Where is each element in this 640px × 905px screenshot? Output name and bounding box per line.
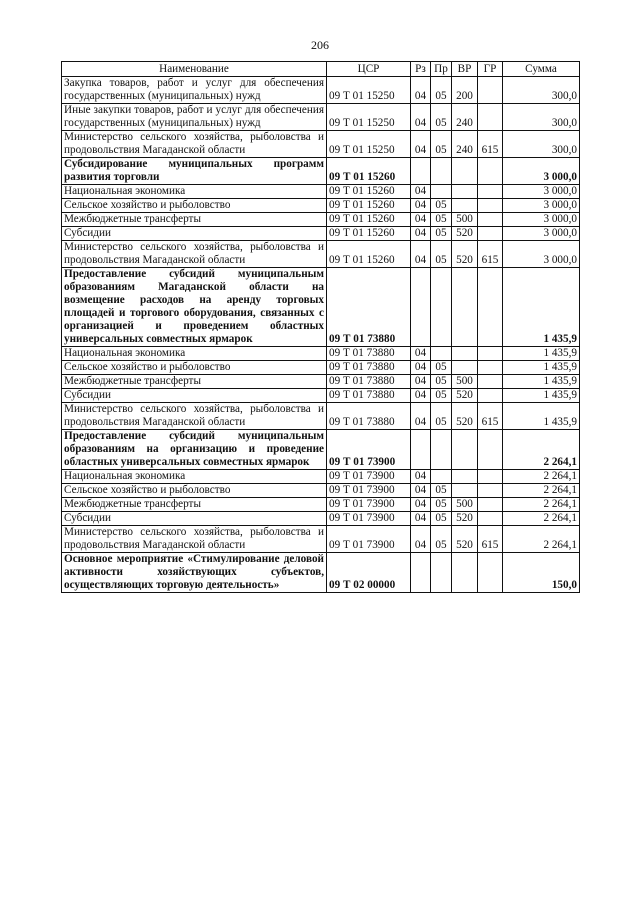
table-row — [62, 77, 580, 104]
row-name-cell: Министерство сельского хозяйства, рыболовства и продовольствия Магаданской области — [62, 403, 327, 430]
row-rz-cell: 04 — [411, 131, 431, 158]
row-rz-cell: 04 — [411, 375, 431, 389]
row-pr-cell: 05 — [431, 131, 452, 158]
row-sum-cell: 2 264,1 — [503, 526, 580, 553]
row-vr-cell — [452, 158, 478, 185]
table-row — [62, 403, 580, 430]
row-csr-cell: 09 Т 02 00000 — [327, 553, 411, 593]
row-rz-cell: 04 — [411, 199, 431, 213]
row-pr-cell — [431, 430, 452, 470]
row-name-cell: Национальная экономика — [62, 347, 327, 361]
row-gr-cell — [478, 361, 503, 375]
row-sum-cell: 150,0 — [503, 553, 580, 593]
row-sum-cell: 1 435,9 — [503, 268, 580, 347]
row-gr-cell — [478, 268, 503, 347]
row-pr-cell — [431, 158, 452, 185]
row-sum-cell: 2 264,1 — [503, 512, 580, 526]
row-vr-cell — [452, 268, 478, 347]
row-vr-cell: 240 — [452, 104, 478, 131]
row-gr-cell — [478, 158, 503, 185]
table-row — [62, 268, 580, 347]
row-gr-cell — [478, 470, 503, 484]
row-name-cell: Министерство сельского хозяйства, рыболовства и продовольствия Магаданской области — [62, 526, 327, 553]
row-csr-cell: 09 Т 01 15250 — [327, 77, 411, 104]
row-vr-cell: 500 — [452, 375, 478, 389]
row-csr-cell: 09 Т 01 73880 — [327, 347, 411, 361]
row-csr-cell: 09 Т 01 73880 — [327, 389, 411, 403]
row-pr-cell: 05 — [431, 375, 452, 389]
row-gr-cell — [478, 498, 503, 512]
row-name-cell: Иные закупки товаров, работ и услуг для обеспечения государственных (муниципальных) нужд — [62, 104, 327, 131]
row-pr-cell: 05 — [431, 403, 452, 430]
row-name-cell: Сельское хозяйство и рыболовство — [62, 199, 327, 213]
row-csr-cell: 09 Т 01 73880 — [327, 403, 411, 430]
row-rz-cell — [411, 430, 431, 470]
row-gr-cell — [478, 185, 503, 199]
header-row — [62, 62, 580, 77]
row-name-cell: Национальная экономика — [62, 185, 327, 199]
row-sum-cell: 300,0 — [503, 77, 580, 104]
table-row — [62, 347, 580, 361]
row-vr-cell — [452, 347, 478, 361]
col-header-vr: ВР — [452, 62, 478, 77]
table-row — [62, 185, 580, 199]
row-rz-cell: 04 — [411, 213, 431, 227]
row-rz-cell — [411, 268, 431, 347]
row-sum-cell: 3 000,0 — [503, 158, 580, 185]
row-name-cell: Субсидирование муниципальных программ развития торговли — [62, 158, 327, 185]
row-vr-cell: 520 — [452, 227, 478, 241]
row-rz-cell: 04 — [411, 512, 431, 526]
row-pr-cell — [431, 268, 452, 347]
row-csr-cell: 09 Т 01 73900 — [327, 498, 411, 512]
table-row — [62, 199, 580, 213]
row-vr-cell — [452, 484, 478, 498]
row-name-cell: Субсидии — [62, 389, 327, 403]
row-csr-cell: 09 Т 01 73900 — [327, 526, 411, 553]
row-vr-cell: 520 — [452, 389, 478, 403]
budget-table — [61, 61, 580, 593]
row-pr-cell: 05 — [431, 526, 452, 553]
row-csr-cell: 09 Т 01 15250 — [327, 104, 411, 131]
row-vr-cell — [452, 185, 478, 199]
row-sum-cell: 1 435,9 — [503, 403, 580, 430]
row-sum-cell: 300,0 — [503, 131, 580, 158]
row-vr-cell: 520 — [452, 403, 478, 430]
row-name-cell: Министерство сельского хозяйства, рыболовства и продовольствия Магаданской области — [62, 241, 327, 268]
row-pr-cell — [431, 185, 452, 199]
row-rz-cell: 04 — [411, 241, 431, 268]
row-rz-cell: 04 — [411, 403, 431, 430]
row-pr-cell: 05 — [431, 484, 452, 498]
table-row — [62, 375, 580, 389]
row-gr-cell — [478, 430, 503, 470]
row-sum-cell: 300,0 — [503, 104, 580, 131]
row-vr-cell — [452, 430, 478, 470]
row-name-cell: Предоставление субсидий муниципальным образованиям на организацию и проведение областных универсальных совместных ярмарок — [62, 430, 327, 470]
col-header-pr: Пр — [431, 62, 452, 77]
table-row — [62, 131, 580, 158]
row-gr-cell — [478, 199, 503, 213]
row-gr-cell — [478, 213, 503, 227]
row-gr-cell — [478, 77, 503, 104]
col-header-csr: ЦСР — [327, 62, 411, 77]
row-vr-cell: 240 — [452, 131, 478, 158]
row-name-cell: Межбюджетные трансферты — [62, 213, 327, 227]
col-header-gr: ГР — [478, 62, 503, 77]
row-vr-cell — [452, 361, 478, 375]
row-name-cell: Национальная экономика — [62, 470, 327, 484]
row-sum-cell: 2 264,1 — [503, 498, 580, 512]
table-row — [62, 389, 580, 403]
row-vr-cell — [452, 199, 478, 213]
row-vr-cell: 500 — [452, 213, 478, 227]
row-rz-cell — [411, 553, 431, 593]
row-sum-cell: 1 435,9 — [503, 389, 580, 403]
row-csr-cell: 09 Т 01 73880 — [327, 375, 411, 389]
table-row — [62, 241, 580, 268]
row-gr-cell — [478, 375, 503, 389]
row-rz-cell: 04 — [411, 104, 431, 131]
row-rz-cell: 04 — [411, 77, 431, 104]
row-sum-cell: 1 435,9 — [503, 361, 580, 375]
row-csr-cell: 09 Т 01 15260 — [327, 227, 411, 241]
row-pr-cell: 05 — [431, 498, 452, 512]
row-pr-cell: 05 — [431, 104, 452, 131]
row-name-cell: Межбюджетные трансферты — [62, 375, 327, 389]
table-body — [62, 77, 580, 593]
row-gr-cell — [478, 553, 503, 593]
table-row — [62, 512, 580, 526]
table-row — [62, 553, 580, 593]
row-gr-cell: 615 — [478, 131, 503, 158]
row-sum-cell: 3 000,0 — [503, 199, 580, 213]
col-header-name: Наименование — [62, 62, 327, 77]
row-gr-cell — [478, 347, 503, 361]
row-gr-cell: 615 — [478, 403, 503, 430]
row-name-cell: Предоставление субсидий муниципальным образованиям Магаданской области на возмещение расходов на аренду торговых площадей и торгового оборудования, связанных с организацией и проведением областных универсальных совместных ярмарок — [62, 268, 327, 347]
row-vr-cell: 200 — [452, 77, 478, 104]
row-name-cell: Сельское хозяйство и рыболовство — [62, 484, 327, 498]
row-sum-cell: 1 435,9 — [503, 347, 580, 361]
row-vr-cell: 500 — [452, 498, 478, 512]
row-gr-cell — [478, 104, 503, 131]
table-row — [62, 430, 580, 470]
row-csr-cell: 09 Т 01 73900 — [327, 484, 411, 498]
row-csr-cell: 09 Т 01 73880 — [327, 361, 411, 375]
row-rz-cell — [411, 158, 431, 185]
row-name-cell: Министерство сельского хозяйства, рыболовства и продовольствия Магаданской области — [62, 131, 327, 158]
row-vr-cell — [452, 470, 478, 484]
row-vr-cell — [452, 553, 478, 593]
row-pr-cell — [431, 470, 452, 484]
row-rz-cell: 04 — [411, 361, 431, 375]
row-pr-cell: 05 — [431, 361, 452, 375]
row-name-cell: Сельское хозяйство и рыболовство — [62, 361, 327, 375]
row-csr-cell: 09 Т 01 73900 — [327, 512, 411, 526]
row-pr-cell: 05 — [431, 213, 452, 227]
row-gr-cell — [478, 512, 503, 526]
row-csr-cell: 09 Т 01 15260 — [327, 199, 411, 213]
row-pr-cell: 05 — [431, 77, 452, 104]
table-row — [62, 213, 580, 227]
row-csr-cell: 09 Т 01 73900 — [327, 470, 411, 484]
table-row — [62, 227, 580, 241]
row-vr-cell: 520 — [452, 512, 478, 526]
row-gr-cell — [478, 389, 503, 403]
row-name-cell: Закупка товаров, работ и услуг для обеспечения государственных (муниципальных) нужд — [62, 77, 327, 104]
row-name-cell: Субсидии — [62, 227, 327, 241]
table-row — [62, 470, 580, 484]
row-gr-cell — [478, 484, 503, 498]
table-row — [62, 104, 580, 131]
table-row — [62, 361, 580, 375]
row-csr-cell: 09 Т 01 15260 — [327, 241, 411, 268]
row-rz-cell: 04 — [411, 498, 431, 512]
row-rz-cell: 04 — [411, 185, 431, 199]
row-pr-cell — [431, 553, 452, 593]
row-pr-cell: 05 — [431, 227, 452, 241]
row-rz-cell: 04 — [411, 347, 431, 361]
row-vr-cell: 520 — [452, 526, 478, 553]
row-gr-cell — [478, 227, 503, 241]
row-pr-cell: 05 — [431, 389, 452, 403]
row-sum-cell: 3 000,0 — [503, 185, 580, 199]
row-sum-cell: 2 264,1 — [503, 430, 580, 470]
table-row — [62, 498, 580, 512]
row-pr-cell — [431, 347, 452, 361]
row-sum-cell: 3 000,0 — [503, 227, 580, 241]
table-row — [62, 526, 580, 553]
row-sum-cell: 2 264,1 — [503, 470, 580, 484]
row-rz-cell: 04 — [411, 389, 431, 403]
row-gr-cell: 615 — [478, 526, 503, 553]
row-rz-cell: 04 — [411, 484, 431, 498]
page-number: 206 — [311, 38, 329, 52]
row-pr-cell: 05 — [431, 241, 452, 268]
row-csr-cell: 09 Т 01 73880 — [327, 268, 411, 347]
row-rz-cell: 04 — [411, 526, 431, 553]
table-row — [62, 484, 580, 498]
row-vr-cell: 520 — [452, 241, 478, 268]
row-pr-cell: 05 — [431, 199, 452, 213]
row-pr-cell: 05 — [431, 512, 452, 526]
row-csr-cell: 09 Т 01 15250 — [327, 131, 411, 158]
row-name-cell: Межбюджетные трансферты — [62, 498, 327, 512]
row-sum-cell: 2 264,1 — [503, 484, 580, 498]
row-sum-cell: 3 000,0 — [503, 241, 580, 268]
row-csr-cell: 09 Т 01 15260 — [327, 213, 411, 227]
row-rz-cell: 04 — [411, 227, 431, 241]
row-csr-cell: 09 Т 01 73900 — [327, 430, 411, 470]
row-name-cell: Основное мероприятие «Стимулирование деловой активности хозяйствующих субъектов, осуществляющих торговую деятельность» — [62, 553, 327, 593]
row-sum-cell: 1 435,9 — [503, 375, 580, 389]
row-sum-cell: 3 000,0 — [503, 213, 580, 227]
row-name-cell: Субсидии — [62, 512, 327, 526]
table-row — [62, 158, 580, 185]
row-rz-cell: 04 — [411, 470, 431, 484]
row-csr-cell: 09 Т 01 15260 — [327, 158, 411, 185]
row-csr-cell: 09 Т 01 15260 — [327, 185, 411, 199]
col-header-sum: Сумма — [503, 62, 580, 77]
col-header-rz: Рз — [411, 62, 431, 77]
row-gr-cell: 615 — [478, 241, 503, 268]
